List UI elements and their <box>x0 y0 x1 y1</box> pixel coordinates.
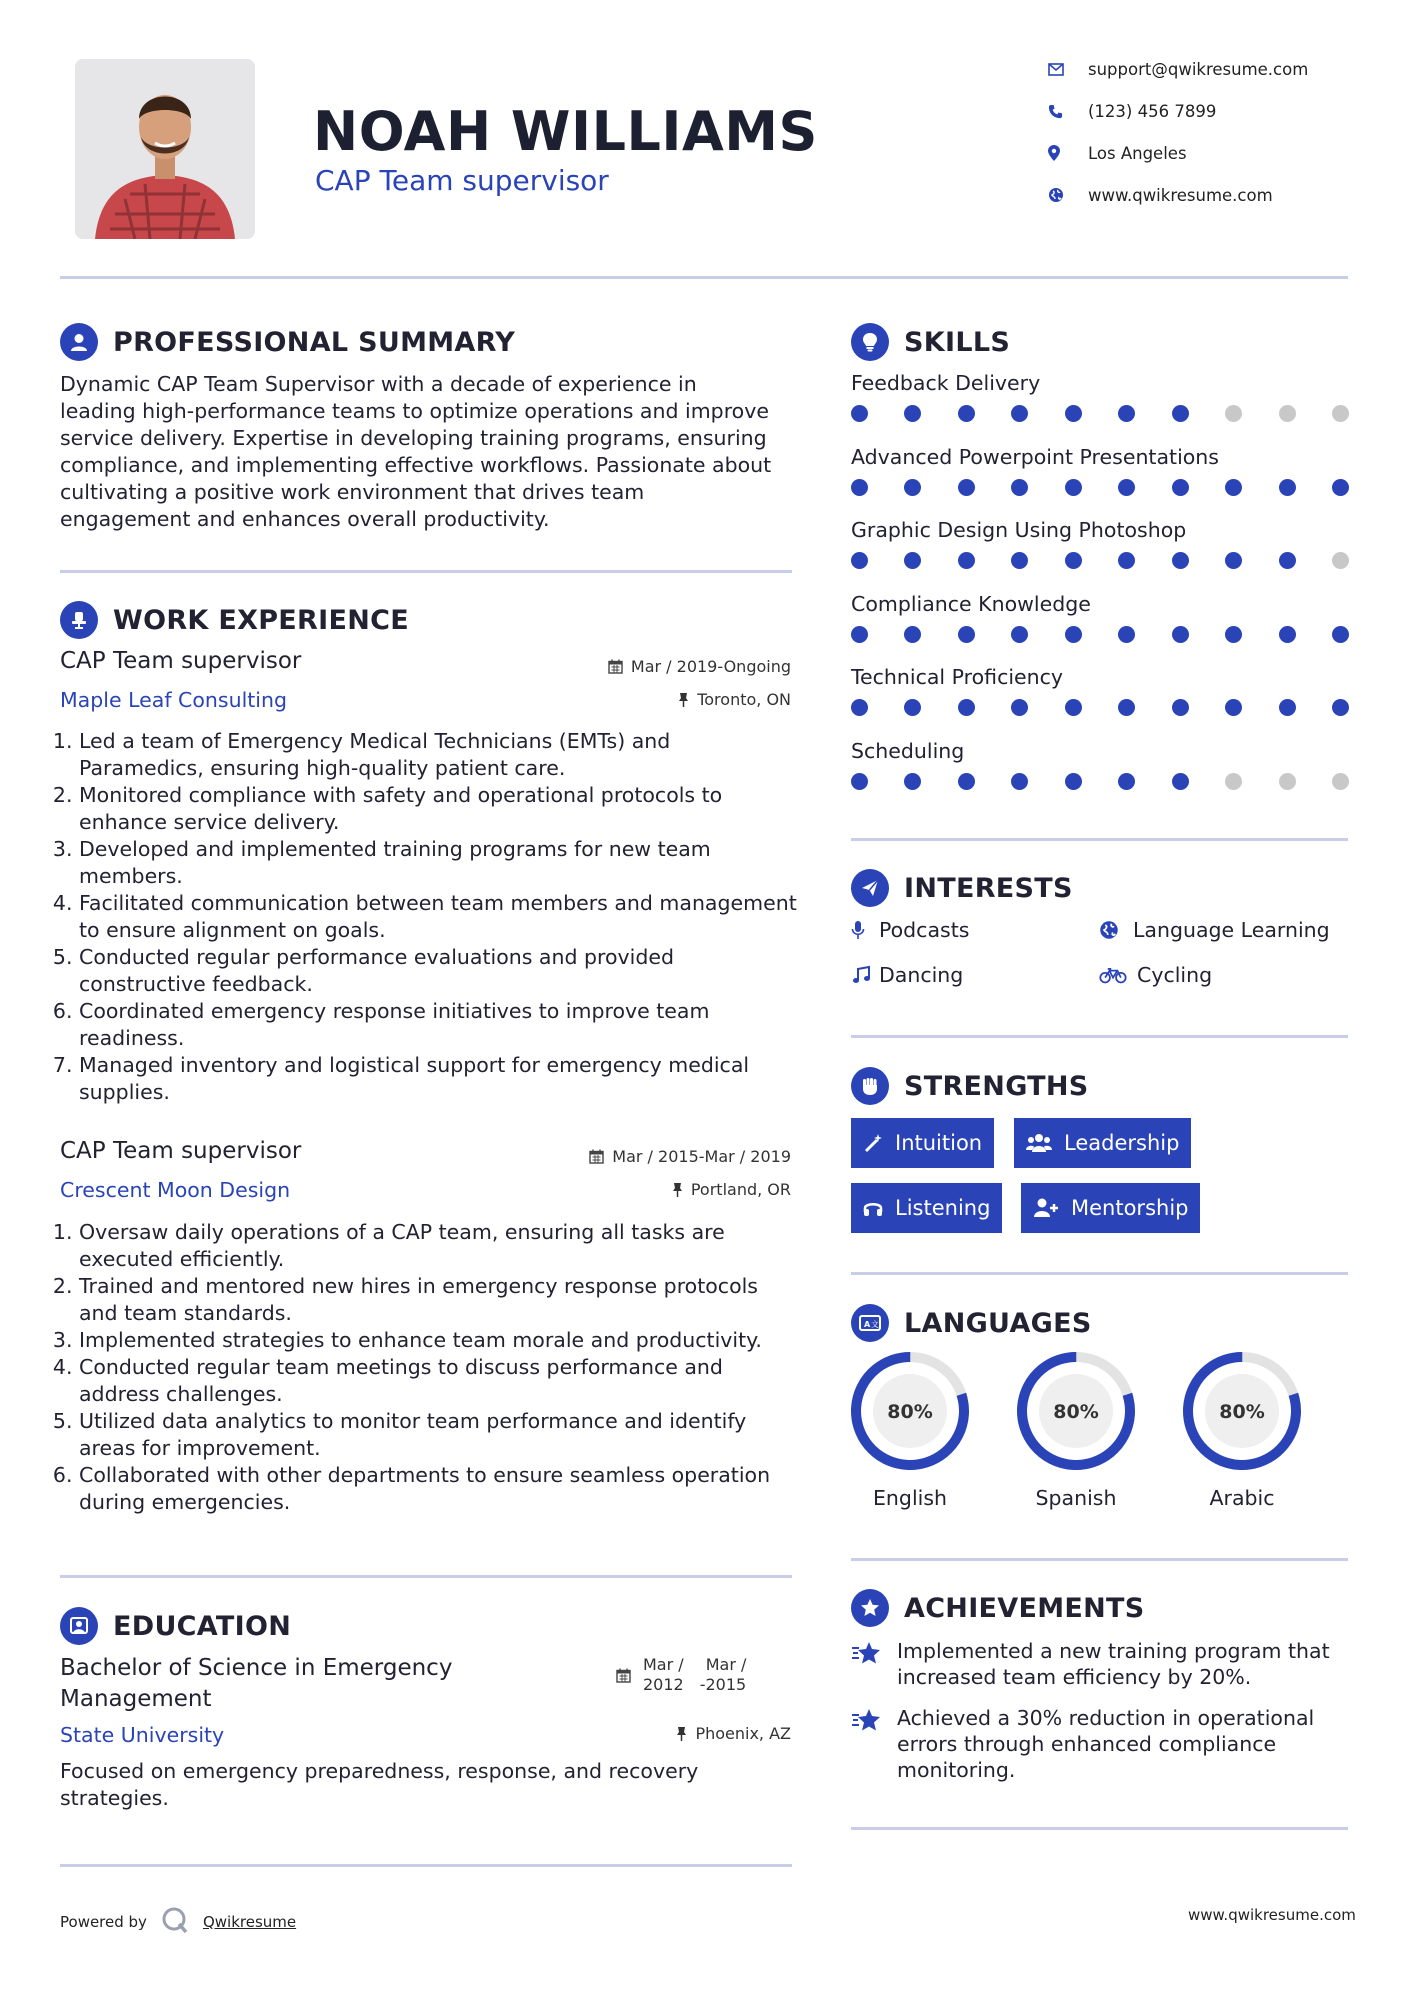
pushpin-icon <box>678 692 689 707</box>
calendar-icon <box>616 1668 631 1683</box>
skill-name: Scheduling <box>851 738 965 763</box>
rating-dot-filled <box>1225 626 1242 643</box>
education-description: Focused on emergency preparedness, response, and recovery strategies. <box>60 1759 699 1810</box>
rating-dot-filled <box>1225 479 1242 496</box>
achievement-2: Achieved a 30% reduction in operational errors through enhanced compliance monitoring. <box>851 1705 1351 1783</box>
language-item <box>1181 1350 1303 1510</box>
language-percent: 80% <box>1053 1401 1099 1423</box>
rating-dot-filled <box>1118 626 1135 643</box>
language-name: Arabic <box>1209 1486 1275 1510</box>
svg-text:文: 文 <box>871 1320 879 1329</box>
job-1-title: CAP Team supervisor <box>60 648 302 674</box>
rating-dot-filled <box>1172 552 1189 569</box>
globe-icon <box>1099 920 1127 940</box>
rating-dot-filled <box>1065 552 1082 569</box>
achievements-heading: ACHIEVEMENTS <box>851 1589 1145 1627</box>
language-item <box>849 1350 971 1510</box>
interest-podcasts: Podcasts <box>851 918 969 942</box>
skill-item <box>851 518 1349 592</box>
list-item: 4. Facilitated communication between team members and management to ensure alignment on goals. <box>79 890 800 944</box>
interests-divider <box>851 1035 1348 1038</box>
star-icon <box>851 1638 897 1672</box>
language-progress-ring <box>1015 1350 1137 1472</box>
magic-wand-icon <box>863 1133 883 1153</box>
experience-divider <box>60 1575 792 1578</box>
contact-phone[interactable] <box>1048 97 1216 125</box>
rating-dot-filled <box>1011 626 1028 643</box>
skill-item <box>851 665 1349 739</box>
list-item: 6. Coordinated emergency response initiatives to improve team readiness. <box>79 998 800 1052</box>
rating-dot-filled <box>904 479 921 496</box>
paper-plane-icon <box>851 869 889 907</box>
job-2-dates: Mar / 2015-Mar / 2019 <box>589 1147 791 1166</box>
job-2-title: CAP Team supervisor <box>60 1138 302 1164</box>
summary-heading: PROFESSIONAL SUMMARY <box>60 323 515 361</box>
skill-rating <box>851 773 1349 790</box>
rating-dot-filled <box>1172 773 1189 790</box>
interest-cycling: Cycling <box>1099 963 1212 987</box>
rating-dot-filled <box>904 773 921 790</box>
rating-dot-filled <box>1332 479 1349 496</box>
candidate-title: CAP Team supervisor <box>315 164 609 197</box>
rating-dot-filled <box>1065 699 1082 716</box>
header-divider <box>60 276 1348 279</box>
rating-dot-filled <box>1225 699 1242 716</box>
fist-icon <box>851 1067 889 1105</box>
languages-divider <box>851 1558 1348 1561</box>
list-item: 1. Oversaw daily operations of a CAP team, ensuring all tasks are executed efficiently. <box>79 1219 800 1273</box>
job-2-responsibilities <box>60 1219 800 1516</box>
list-item: 5. Utilized data analytics to monitor team performance and identify areas for improvement. <box>79 1408 800 1462</box>
qwikresume-logo-icon <box>161 1906 189 1938</box>
rating-dot-empty <box>1332 552 1349 569</box>
job-2-company: Crescent Moon Design <box>60 1178 291 1202</box>
map-pin-icon <box>1048 145 1088 161</box>
list-item: 2. Trained and mentored new hires in emergency response protocols and team standards. <box>79 1273 800 1327</box>
job-1-dates: Mar / 2019-Ongoing <box>608 657 791 676</box>
svg-text:A: A <box>864 1320 871 1329</box>
rating-dot-filled <box>851 773 868 790</box>
users-icon <box>1026 1133 1052 1153</box>
footer-website[interactable]: www.qwikresume.com <box>1188 1906 1356 1924</box>
rating-dot-filled <box>1118 552 1135 569</box>
job-1-company: Maple Leaf Consulting <box>60 688 288 712</box>
strengths-divider <box>851 1272 1348 1275</box>
skill-rating <box>851 699 1349 716</box>
rating-dot-filled <box>851 552 868 569</box>
rating-dot-filled <box>851 626 868 643</box>
music-icon <box>851 965 879 985</box>
achievements-divider <box>851 1827 1348 1830</box>
skill-name: Advanced Powerpoint Presentations <box>851 444 1219 469</box>
rating-dot-filled <box>1332 626 1349 643</box>
rating-dot-filled <box>1279 479 1296 496</box>
rating-dot-filled <box>1065 405 1082 422</box>
rating-dot-empty <box>1279 405 1296 422</box>
star-icon <box>851 1705 897 1739</box>
rating-dot-filled <box>1065 773 1082 790</box>
summary-divider <box>60 570 792 573</box>
rating-dot-filled <box>1011 552 1028 569</box>
skills-divider <box>851 838 1348 841</box>
rating-dot-filled <box>1279 699 1296 716</box>
job-1-responsibilities <box>60 728 800 1106</box>
language-percent: 80% <box>887 1401 933 1423</box>
strengths-heading: STRENGTHS <box>851 1067 1089 1105</box>
rating-dot-filled <box>1011 699 1028 716</box>
rating-dot-empty <box>1279 773 1296 790</box>
languages-list <box>849 1350 1303 1510</box>
skills-list <box>851 371 1349 812</box>
rating-dot-filled <box>1172 626 1189 643</box>
brand-link[interactable]: Qwikresume <box>202 1913 297 1931</box>
language-progress-ring <box>1181 1350 1303 1472</box>
rating-dot-filled <box>1118 773 1135 790</box>
degree: Bachelor of Science in Emergency Management <box>60 1655 453 1712</box>
rating-dot-filled <box>1118 405 1135 422</box>
globe-icon <box>1048 187 1088 203</box>
location-text: Los Angeles <box>1088 143 1187 163</box>
rating-dot-empty <box>1332 773 1349 790</box>
skill-item <box>851 592 1349 666</box>
rating-dot-filled <box>958 405 975 422</box>
envelope-icon <box>1048 63 1088 76</box>
graduate-icon <box>60 1607 98 1645</box>
achievement-1: Implemented a new training program that increased team efficiency by 20%. <box>851 1638 1351 1690</box>
rating-dot-filled <box>1172 479 1189 496</box>
education-heading: EDUCATION <box>60 1607 291 1645</box>
rating-dot-filled <box>1011 405 1028 422</box>
skill-name: Graphic Design Using Photoshop <box>851 518 1187 542</box>
rating-dot-filled <box>851 405 868 422</box>
phone-text: (123) 456 7899 <box>1088 101 1217 121</box>
rating-dot-filled <box>1279 626 1296 643</box>
email-text: support@qwikresume.com <box>1088 59 1309 79</box>
job-2-location: Portland, OR <box>672 1180 791 1199</box>
rating-dot-filled <box>851 479 868 496</box>
contact-location <box>1048 139 1187 167</box>
list-item: 6. Collaborated with other departments to ensure seamless operation during emergencies. <box>79 1462 800 1516</box>
experience-heading: WORK EXPERIENCE <box>60 601 409 639</box>
skill-rating <box>851 479 1349 496</box>
rating-dot-filled <box>1011 773 1028 790</box>
rating-dot-filled <box>1225 552 1242 569</box>
skill-rating <box>851 552 1349 569</box>
rating-dot-filled <box>958 699 975 716</box>
rating-dot-filled <box>958 773 975 790</box>
skills-heading: SKILLS <box>851 323 1010 361</box>
skill-name: Feedback Delivery <box>851 371 1041 395</box>
rating-dot-empty <box>1332 405 1349 422</box>
microphone-icon <box>851 920 879 940</box>
rating-dot-filled <box>958 479 975 496</box>
job-1-location: Toronto, ON <box>678 690 791 709</box>
user-icon <box>60 323 98 361</box>
rating-dot-filled <box>851 699 868 716</box>
rating-dot-filled <box>904 405 921 422</box>
candidate-name: NOAH WILLIAMS <box>313 100 818 163</box>
language-percent: 80% <box>1219 1401 1265 1423</box>
strength-intuition: Intuition <box>851 1118 994 1168</box>
pushpin-icon <box>672 1182 683 1197</box>
interest-dancing: Dancing <box>851 963 963 987</box>
rating-dot-filled <box>1065 479 1082 496</box>
rating-dot-filled <box>1065 626 1082 643</box>
skill-name: Technical Proficiency <box>851 665 1064 689</box>
footer-powered-by: Powered by Qwikresume <box>60 1906 296 1938</box>
rating-dot-filled <box>904 552 921 569</box>
profile-photo <box>75 59 255 239</box>
strength-leadership: Leadership <box>1014 1118 1191 1168</box>
star-badge-icon <box>851 1589 889 1627</box>
rating-dot-filled <box>1011 479 1028 496</box>
rating-dot-filled <box>1332 699 1349 716</box>
languages-heading: A 文 LANGUAGES <box>851 1304 1092 1342</box>
rating-dot-filled <box>958 552 975 569</box>
strength-listening: Listening <box>851 1183 1002 1233</box>
summary-text: Dynamic CAP Team Supervisor with a decade of experience in leading high-performance teams to optimize operations and improve service delivery. Expertise in developing training programs, ensuring compliance, and implementing effective workflows. Passionate about cultivating a positive work environment that drives team engagement and enhances overall productivity. <box>60 372 772 531</box>
strength-mentorship: Mentorship <box>1021 1183 1200 1233</box>
list-item: 3. Implemented strategies to enhance team morale and productivity. <box>79 1327 800 1354</box>
calendar-icon <box>589 1149 604 1164</box>
rating-dot-empty <box>1225 405 1242 422</box>
list-item: 4. Conducted regular team meetings to discuss performance and address challenges. <box>79 1354 800 1408</box>
rating-dot-filled <box>1279 552 1296 569</box>
language-name: Spanish <box>1035 1486 1117 1510</box>
skill-item <box>851 739 1349 813</box>
rating-dot-filled <box>958 626 975 643</box>
user-plus-icon <box>1033 1198 1059 1218</box>
education-divider <box>60 1864 792 1867</box>
education-dates: Mar / 2012 Mar / -2015 <box>616 1655 746 1695</box>
language-card-icon <box>851 1304 889 1342</box>
language-progress-ring <box>849 1350 971 1472</box>
skill-rating <box>851 405 1349 422</box>
rating-dot-filled <box>904 626 921 643</box>
skill-rating <box>851 626 1349 643</box>
list-item: 1. Led a team of Emergency Medical Technicians (EMTs) and Paramedics, ensuring high-quality patient care. <box>79 728 800 782</box>
list-item: 3. Developed and implemented training programs for new team members. <box>79 836 800 890</box>
contact-website[interactable] <box>1048 181 1273 209</box>
lightbulb-icon <box>851 323 889 361</box>
phone-icon <box>1048 104 1088 119</box>
skill-name: Compliance Knowledge <box>851 591 1091 616</box>
language-name: English <box>872 1486 948 1510</box>
pushpin-icon <box>676 1726 687 1741</box>
contact-email[interactable] <box>1048 55 1308 83</box>
skill-item <box>851 445 1349 519</box>
briefcase-chair-icon <box>60 601 98 639</box>
headphones-icon <box>863 1198 883 1218</box>
school-name: State University <box>60 1723 225 1747</box>
list-item: 5. Conducted regular performance evaluations and provided constructive feedback. <box>79 944 800 998</box>
rating-dot-filled <box>1172 699 1189 716</box>
rating-dot-filled <box>1118 479 1135 496</box>
bicycle-icon <box>1099 965 1127 985</box>
rating-dot-empty <box>1225 773 1242 790</box>
rating-dot-filled <box>1118 699 1135 716</box>
list-item: 2. Monitored compliance with safety and operational protocols to enhance service delivery. <box>79 782 800 836</box>
rating-dot-filled <box>1172 405 1189 422</box>
list-item: 7. Managed inventory and logistical support for emergency medical supplies. <box>79 1052 800 1106</box>
language-item <box>1015 1350 1137 1510</box>
rating-dot-filled <box>904 699 921 716</box>
skill-item <box>851 371 1349 445</box>
interests-heading: INTERESTS <box>851 869 1073 907</box>
website-text: www.qwikresume.com <box>1088 185 1273 205</box>
education-location: Phoenix, AZ <box>676 1724 791 1743</box>
interest-language-learning: Language Learning <box>1099 918 1330 942</box>
calendar-icon <box>608 659 623 674</box>
